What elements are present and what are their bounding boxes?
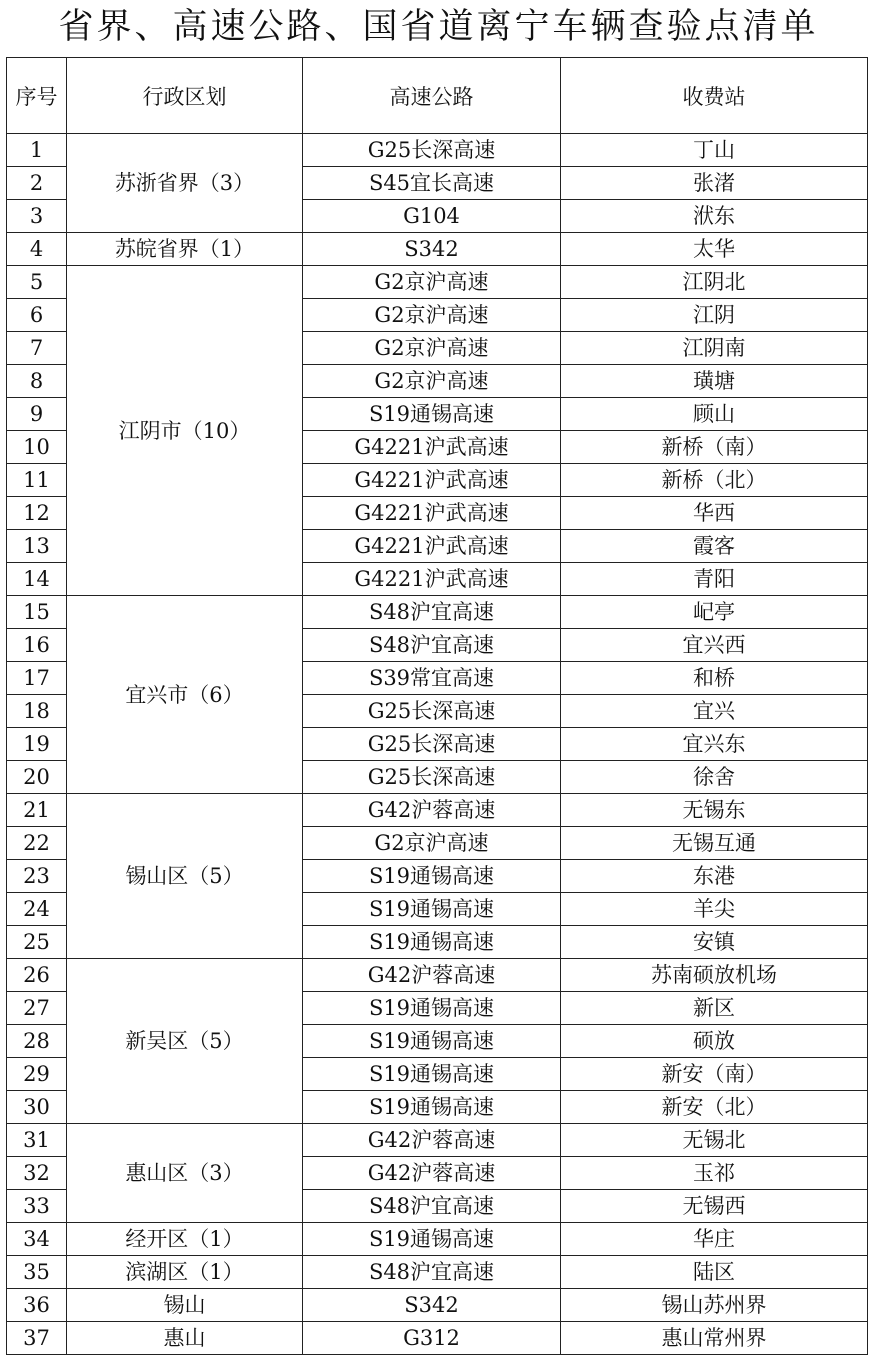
row-highway: S19通锡高速 — [303, 1091, 561, 1124]
row-highway: G4221沪武高速 — [303, 464, 561, 497]
table-row — [7, 266, 868, 299]
row-toll-station: 屺亭 — [561, 596, 868, 629]
row-toll-station: 张渚 — [561, 167, 868, 200]
row-highway: S39常宜高速 — [303, 662, 561, 695]
row-highway: G42沪蓉高速 — [303, 1157, 561, 1190]
row-region: 惠山区（3） — [67, 1124, 303, 1223]
row-highway: G42沪蓉高速 — [303, 1124, 561, 1157]
row-index: 10 — [7, 431, 67, 464]
row-highway: S342 — [303, 233, 561, 266]
row-index: 30 — [7, 1091, 67, 1124]
row-index: 15 — [7, 596, 67, 629]
row-toll-station: 华西 — [561, 497, 868, 530]
row-highway: S19通锡高速 — [303, 1025, 561, 1058]
row-index: 6 — [7, 299, 67, 332]
row-region: 锡山 — [67, 1289, 303, 1322]
row-toll-station: 无锡北 — [561, 1124, 868, 1157]
row-index: 35 — [7, 1256, 67, 1289]
table-row — [7, 134, 868, 167]
row-toll-station: 新安（北） — [561, 1091, 868, 1124]
row-toll-station: 新桥（南） — [561, 431, 868, 464]
row-toll-station: 新区 — [561, 992, 868, 1025]
row-index: 26 — [7, 959, 67, 992]
table-row — [7, 1289, 868, 1322]
row-toll-station: 苏南硕放机场 — [561, 959, 868, 992]
row-region: 经开区（1） — [67, 1223, 303, 1256]
row-highway: S45宜长高速 — [303, 167, 561, 200]
row-toll-station: 华庄 — [561, 1223, 868, 1256]
row-region: 苏皖省界（1） — [67, 233, 303, 266]
row-toll-station: 徐舍 — [561, 761, 868, 794]
row-region: 惠山 — [67, 1322, 303, 1355]
row-toll-station: 新安（南） — [561, 1058, 868, 1091]
header-highway: 高速公路 — [303, 58, 561, 134]
header-toll-station: 收费站 — [561, 58, 868, 134]
row-index: 3 — [7, 200, 67, 233]
row-toll-station: 宜兴西 — [561, 629, 868, 662]
table-row — [7, 1256, 868, 1289]
row-toll-station: 惠山常州界 — [561, 1322, 868, 1355]
row-toll-station: 无锡互通 — [561, 827, 868, 860]
row-highway: G4221沪武高速 — [303, 431, 561, 464]
row-index: 18 — [7, 695, 67, 728]
row-toll-station: 宜兴 — [561, 695, 868, 728]
row-index: 21 — [7, 794, 67, 827]
header-index: 序号 — [7, 58, 67, 134]
row-region: 锡山区（5） — [67, 794, 303, 959]
table-body — [7, 134, 868, 1355]
row-toll-station: 安镇 — [561, 926, 868, 959]
row-index: 12 — [7, 497, 67, 530]
row-index: 11 — [7, 464, 67, 497]
row-toll-station: 宜兴东 — [561, 728, 868, 761]
row-highway: G4221沪武高速 — [303, 497, 561, 530]
table-row — [7, 959, 868, 992]
table-row — [7, 233, 868, 266]
row-toll-station: 顾山 — [561, 398, 868, 431]
row-highway: G25长深高速 — [303, 695, 561, 728]
row-highway: G2京沪高速 — [303, 299, 561, 332]
row-toll-station: 江阴北 — [561, 266, 868, 299]
row-toll-station: 玉祁 — [561, 1157, 868, 1190]
row-index: 20 — [7, 761, 67, 794]
row-highway: G104 — [303, 200, 561, 233]
row-index: 27 — [7, 992, 67, 1025]
row-toll-station: 太华 — [561, 233, 868, 266]
row-index: 32 — [7, 1157, 67, 1190]
table-row — [7, 1223, 868, 1256]
row-index: 9 — [7, 398, 67, 431]
row-toll-station: 新桥（北） — [561, 464, 868, 497]
row-index: 25 — [7, 926, 67, 959]
row-index: 13 — [7, 530, 67, 563]
row-index: 34 — [7, 1223, 67, 1256]
row-highway: G42沪蓉高速 — [303, 794, 561, 827]
row-toll-station: 璜塘 — [561, 365, 868, 398]
row-highway: G2京沪高速 — [303, 365, 561, 398]
row-region: 宜兴市（6） — [67, 596, 303, 794]
row-highway: S19通锡高速 — [303, 992, 561, 1025]
row-index: 24 — [7, 893, 67, 926]
row-toll-station: 无锡东 — [561, 794, 868, 827]
row-toll-station: 锡山苏州界 — [561, 1289, 868, 1322]
row-highway: S19通锡高速 — [303, 1223, 561, 1256]
row-toll-station: 江阴 — [561, 299, 868, 332]
row-highway: G4221沪武高速 — [303, 563, 561, 596]
row-toll-station: 青阳 — [561, 563, 868, 596]
row-toll-station: 霞客 — [561, 530, 868, 563]
row-region: 苏浙省界（3） — [67, 134, 303, 233]
row-index: 36 — [7, 1289, 67, 1322]
row-toll-station: 无锡西 — [561, 1190, 868, 1223]
row-highway: S48沪宜高速 — [303, 596, 561, 629]
table-row — [7, 596, 868, 629]
row-index: 23 — [7, 860, 67, 893]
row-highway: S48沪宜高速 — [303, 1256, 561, 1289]
row-highway: G312 — [303, 1322, 561, 1355]
page-title: 省界、高速公路、国省道离宁车辆查验点清单 — [58, 7, 819, 47]
row-highway: S19通锡高速 — [303, 926, 561, 959]
row-highway: S48沪宜高速 — [303, 629, 561, 662]
row-highway: G42沪蓉高速 — [303, 959, 561, 992]
row-toll-station: 和桥 — [561, 662, 868, 695]
row-highway: G25长深高速 — [303, 728, 561, 761]
row-highway: S19通锡高速 — [303, 398, 561, 431]
row-index: 16 — [7, 629, 67, 662]
row-toll-station: 洑东 — [561, 200, 868, 233]
row-index: 17 — [7, 662, 67, 695]
row-region: 江阴市（10） — [67, 266, 303, 596]
row-toll-station: 硕放 — [561, 1025, 868, 1058]
row-index: 31 — [7, 1124, 67, 1157]
row-highway: S19通锡高速 — [303, 860, 561, 893]
row-index: 28 — [7, 1025, 67, 1058]
row-index: 4 — [7, 233, 67, 266]
row-index: 8 — [7, 365, 67, 398]
row-highway: G4221沪武高速 — [303, 530, 561, 563]
row-toll-station: 江阴南 — [561, 332, 868, 365]
row-index: 1 — [7, 134, 67, 167]
row-highway: G2京沪高速 — [303, 827, 561, 860]
row-index: 2 — [7, 167, 67, 200]
row-toll-station: 陆区 — [561, 1256, 868, 1289]
row-index: 37 — [7, 1322, 67, 1355]
row-toll-station: 羊尖 — [561, 893, 868, 926]
row-index: 29 — [7, 1058, 67, 1091]
row-index: 19 — [7, 728, 67, 761]
row-highway: G25长深高速 — [303, 134, 561, 167]
row-highway: G25长深高速 — [303, 761, 561, 794]
row-highway: S48沪宜高速 — [303, 1190, 561, 1223]
row-region: 新吴区（5） — [67, 959, 303, 1124]
row-highway: G2京沪高速 — [303, 266, 561, 299]
checkpoint-table — [6, 57, 868, 1355]
row-index: 14 — [7, 563, 67, 596]
row-index: 33 — [7, 1190, 67, 1223]
table-row — [7, 794, 868, 827]
row-index: 5 — [7, 266, 67, 299]
row-highway: G2京沪高速 — [303, 332, 561, 365]
row-highway: S342 — [303, 1289, 561, 1322]
row-highway: S19通锡高速 — [303, 893, 561, 926]
row-index: 7 — [7, 332, 67, 365]
table-row — [7, 1124, 868, 1157]
table-row — [7, 1322, 868, 1355]
header-region: 行政区划 — [67, 58, 303, 134]
row-highway: S19通锡高速 — [303, 1058, 561, 1091]
table-header-row — [7, 58, 868, 134]
row-toll-station: 东港 — [561, 860, 868, 893]
row-toll-station: 丁山 — [561, 134, 868, 167]
row-index: 22 — [7, 827, 67, 860]
row-region: 滨湖区（1） — [67, 1256, 303, 1289]
